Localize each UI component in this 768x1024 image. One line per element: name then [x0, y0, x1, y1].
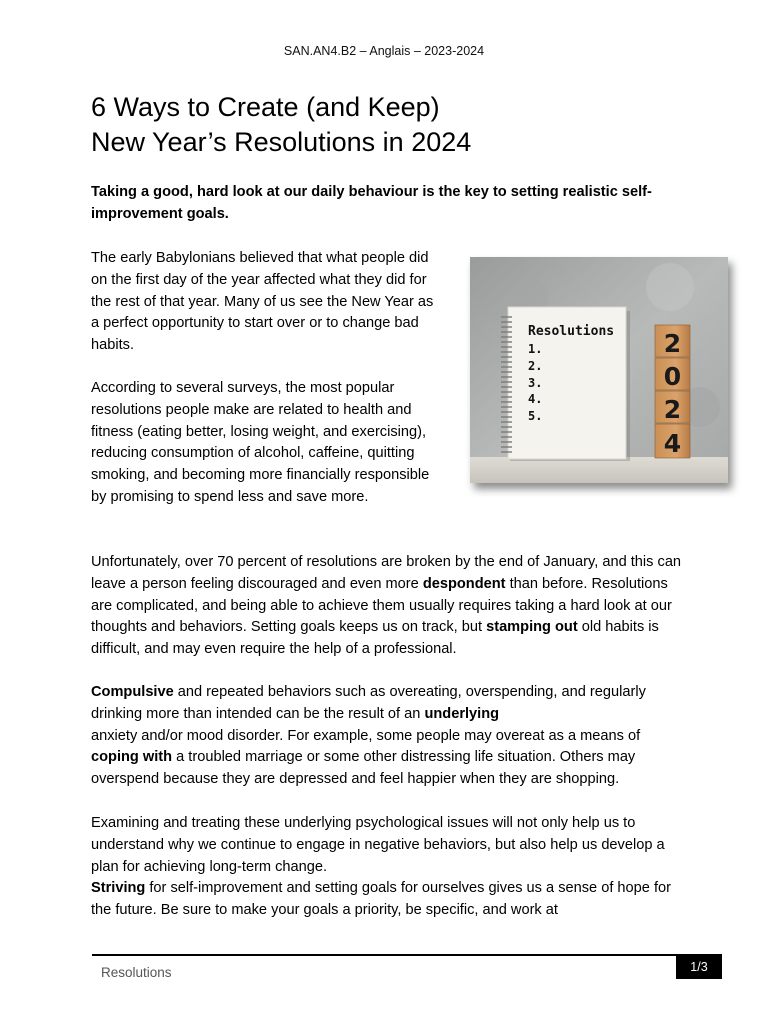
keyword-despondent: despondent [422, 575, 506, 592]
block-digit-2: 0 [663, 362, 682, 391]
page-number: 1/3 [676, 956, 722, 979]
notebook-item-5: 5. [528, 409, 543, 423]
resolutions-notebook-image [470, 257, 728, 483]
lead-paragraph: Taking a good, hard look at our daily behaviour is the key to setting realistic self-improvement goals. [91, 184, 652, 222]
article-title [91, 90, 691, 160]
notebook-item-2: 2. [528, 359, 543, 373]
p3-text-c: than before. Resolutions are complicated, and being able to achieve them usually requires taking a hard look at our thoughts and behaviors. Setting goals keeps us on track, but [91, 575, 672, 636]
title-line-1: 6 Ways to Create (and Keep) [91, 92, 440, 122]
document-header: SAN.AN4.B2 – Anglais – 2023-2024 [283, 44, 485, 58]
resolutions-photo [470, 257, 728, 483]
paragraph-2: According to several surveys, the most popular resolutions people make are related to health and fitness (eating better, losing weight, and exercising), reducing consumption of alcohol, caffeine, quitting smoking, and becoming more financially responsible by promising to spend less and save more. [91, 380, 430, 505]
p4-text-b: and repeated behaviors such as overeating, overspending, and regularly drinking more than intended can be the result of an [91, 684, 646, 722]
notebook-item-4: 4. [528, 392, 543, 406]
keyword-stamping-out: stamping out [486, 619, 578, 636]
notebook-title: Resolutions [528, 324, 615, 339]
p3-text-e: old habits is difficult, and may even require the help of a professional. [91, 619, 659, 658]
keyword-striving: Striving [91, 880, 146, 897]
p5-text-a: Examining and treating these underlying psychological issues will not only help us to understand why we continue to engage in negative behaviors, but also help us develop a plan for achieving long-term change. [91, 815, 665, 875]
block-digit-1: 2 [663, 329, 682, 358]
paragraph-3 [91, 552, 691, 661]
p5-text-c: for self-improvement and setting goals for ourselves gives us a sense of hope for the future. Be sure to make your goals a priority, be specific, and work at [91, 880, 671, 919]
keyword-underlying: underlying [424, 705, 500, 722]
block-digit-4: 4 [663, 429, 682, 458]
paragraph-1: The early Babylonians believed that what people did on the first day of the year affected what they did for the rest of that year. Many of us see the New Year as a perfect opportunity to start over or to change bad habits. [91, 250, 434, 354]
paragraph-5 [91, 813, 691, 922]
notebook-item-1: 1. [528, 342, 543, 356]
keyword-compulsive: Compulsive [91, 684, 174, 700]
title-line-2: New Year’s Resolutions in 2024 [91, 127, 472, 157]
p4-text-f: a troubled marriage or some other distressing life situation. Others may overspend because they are depressed and feel happier when they are shopping. [91, 749, 636, 788]
notebook-item-3: 3. [528, 376, 543, 390]
block-digit-3: 2 [663, 395, 682, 424]
footer-divider [92, 954, 722, 956]
keyword-coping-with: coping with [91, 749, 173, 766]
p4-text-d: anxiety and/or mood disorder. For example, some people may overeat as a means of [91, 727, 641, 744]
paragraph-4 [91, 682, 691, 791]
p3-text-a: Unfortunately, over 70 percent of resolutions are broken by the end of January, and this can leave a person feeling discouraged and even more [91, 554, 682, 592]
wooden-number-blocks [655, 325, 690, 458]
footer-label: Resolutions [101, 965, 172, 980]
